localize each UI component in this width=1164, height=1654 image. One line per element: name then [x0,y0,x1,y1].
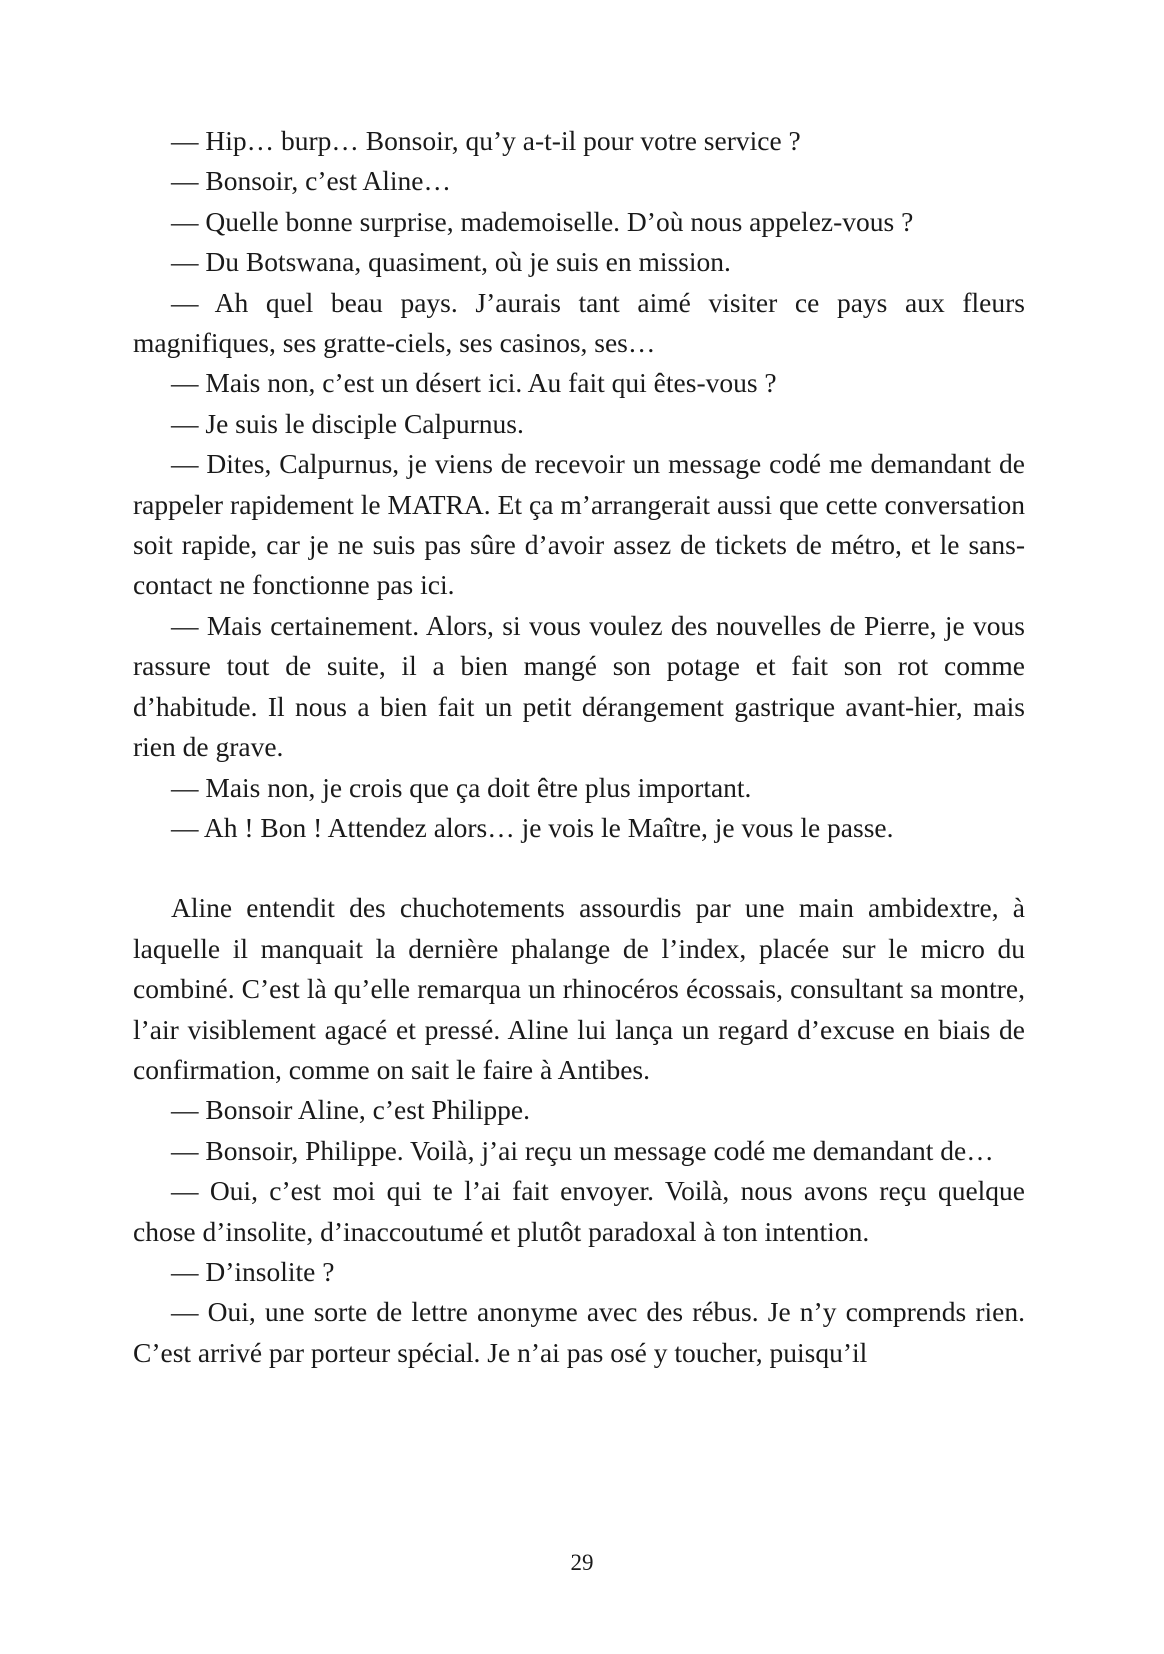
page-number: 29 [570,1550,594,1575]
paragraph: — Du Botswana, quasiment, où je suis en mission. [171,246,731,278]
paragraph: — Bonsoir, c’est Aline… [171,165,451,197]
paragraph: — Dites, Calpurnus, je viens de recevoir un message codé me demandant de rappeler rapidement le MATRA. Et ça m’arrangerait aussi que cette conversation soit rapide, car je ne suis pas sûre d’avoir assez de tickets de métro, et le sans-contact ne fonctionne pas ici. [133,448,1025,601]
paragraph: — Hip… burp… Bonsoir, qu’y a-t-il pour votre service ? [171,125,801,156]
paragraph: Aline entendit des chuchotements assourdis par une main ambidextre, à laquelle il manquait la dernière phalange de l’index, placée sur le micro du combiné. C’est là qu’elle remarqua un rhinocéros écossais, consultant sa montre, l’air visiblement agacé et pressé. Aline lui lança un regard d’excuse en biais de confirmation, comme on sait le faire à Antibes. [133,892,1025,1085]
paragraph: — Je suis le disciple Calpurnus. [171,407,524,439]
paragraph: — Oui, c’est moi qui te l’ai fait envoyer. Voilà, nous avons reçu quelque chose d’insolite, d’inaccoutumé et plutôt paradoxal à ton intention. [133,1175,1025,1247]
paragraph: — Bonsoir, Philippe. Voilà, j’ai reçu un message codé me demandant de… [171,1134,994,1166]
paragraph: — Oui, une sorte de lettre anonyme avec des rébus. Je n’y comprends rien. C’est arrivé par porteur spécial. Je n’ai pas osé y toucher, puisqu’il [133,1296,1025,1368]
paragraph: — Mais non, c’est un désert ici. Au fait qui êtes-vous ? [171,367,777,399]
paragraph: — Mais certainement. Alors, si vous voulez des nouvelles de Pierre, je vous rassure tout de suite, il a bien mangé son potage et fait son rot comme d’habitude. Il nous a bien fait un petit dérangement gastrique avant-hier, mais rien de grave. [133,609,1025,763]
body-text [133,121,1025,1373]
paragraph: — Bonsoir Aline, c’est Philippe. [171,1094,531,1126]
paragraph: — Quelle bonne surprise, mademoiselle. D’où nous appelez-vous ? [171,205,914,237]
paragraph: — Mais non, je crois que ça doit être plus important. [171,771,752,803]
paragraph: — D’insolite ? [171,1255,335,1287]
paragraph: — Ah quel beau pays. J’aurais tant aimé visiter ce pays aux fleurs magnifiques, ses gratte-ciels, ses casinos, ses… [133,286,1025,359]
paragraph: — Ah ! Bon ! Attendez alors… je vois le Maître, je vous le passe. [171,811,894,843]
